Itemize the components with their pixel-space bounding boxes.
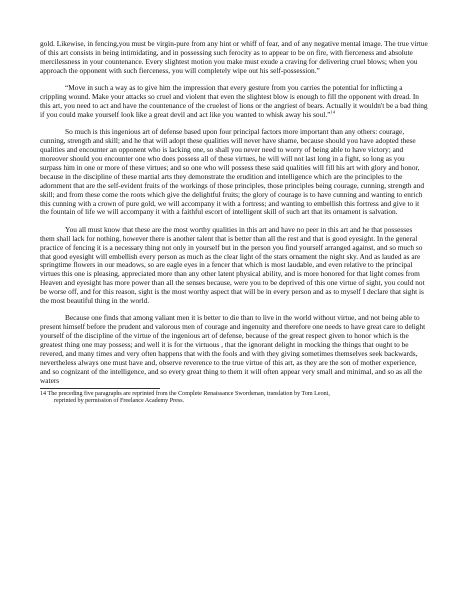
document-page: [40, 40, 428, 406]
paragraph-5: [40, 314, 428, 385]
paragraph-1-text: gold. Likewise, in fencing,you must be virgin-pure from any hint or whiff of fear, and of any negative mental image. The true virtue of this art consists in being intimidating, and in possessing such ferocity as to appear to be on fire, with fierceness and absolute mercilessness in your countenance. Every slightest motion you make must exude a craving for delivering cruel blows; when you approach the opponent with such fierceness, you will completely wipe out his self-possession.”: [40, 39, 428, 75]
paragraph-4-text: You all must know that these are the most worthy qualities in this art and have no peer in this art and he that possesses them shall lack for nothing, however there is another talent that is better than all the rest and that is good eyesight. In the general practice of fencing it is a necessary thing not only in yourself but in the person you find yourself arranged against, and so much so that good eyesight will embellish every person as much as the clear light of the stars ornament the night sky. And as lauded as are springtime flowers in our meadows, so are eagle eyes in a fencer that which is most laudable, and even relative to the principal virtues this one is pleasing, appreciated more than any other latent physical ability, and is more honored for that light comes from Heaven and eyesight has more power than all the senses because, were you to be deprived of this one virtue of sight, you could not be worse off, and for this reason, sight is the most worthy aspect that will be in every person and as to myself I declare that sight is the most beautiful thing in the world.: [40, 224, 425, 306]
paragraph-4: [40, 226, 428, 306]
paragraph-5-text: Because one finds that among valiant men it is better to die than to live in the world without virtue, and not being able to present himself before the prudent and valorous men of courage and ingenuity and therefore one needs to have great care to delight yourself of the discipline of the virtue of the ingenious art of defense, because of the great respect given to honor which is the greatest thing one may possess; and well it is for the virtuous , that the ignorant delight in mocking the things that ought to be revered, and many times and very often happens that with the fools and with they giving sometimes themselves seek backwards, nevertheless always one must have and, observe reverence to the true virtue of this art, as they are the son of mother experience, and so cognizant of the intelligence, and so every great thing to them it will often appear very small and minimal, and so as all the waters: [40, 313, 426, 385]
paragraph-2-text: “Move in such a way as to give him the impression that every gesture from you carries the potential for inflicting a crippling wound. Make your attacks so cruel and violent that even the slightest blow is enough to fill the opponent with dread. In this art, you need to act and have the countenance of the cruelest of lions or the angriest of bears. Actually it wouldn't be a bad thing if you could make yourself look like a great devil and act like you wanted to whisk away his soul.”: [40, 83, 428, 119]
paragraph-2: [40, 84, 428, 120]
footnote-line-1: 14 The preceding five paragraphs are reprinted from the Complete Renaissance Swordsman, translation by Tom Leoni,: [40, 390, 330, 397]
paragraph-1: [40, 40, 428, 76]
paragraph-3-text: So much is this ingenious art of defense based upon four principal factors more important than any others: courage, cunning, strength and skill; and he that will adopt these qualities will never have shame, because should you have adopted these qualities and encounter an opponent who is lacking one, so shall you never need to worry of being able to have victory; and moreover should you encounter one who does possess all of these virtues, he will will not last long in a fight, so long as you surpass him in one or more of these virtues; and so one who will possess these said qualities will fill his art with glory and honor, because in the discipline of these martial arts they demonstrate the erudition and intelligence which are the principles to the adornment that are the self-evident fruits of the workings of those principles, those principles being courage, cunning, strength and skill; and from these come the roots which give the delightful fruits; the glory of courage is to have cunning and wanting to enrich this cunning with a crown of pure gold, we will accompany it with a fortress; and wanting to embellish this fortress and give to it the fountain of life we will accompany it with a faithful escort of intelligent skill of such art that its ornament is salvation.: [40, 127, 425, 217]
footnote-line-2: reprinted by permission of Freelance Academy Press.: [54, 398, 185, 405]
footnote-reference[interactable]: 14: [330, 109, 336, 115]
paragraph-3: [40, 128, 428, 217]
footnote-divider: [40, 388, 160, 389]
footnote: [40, 391, 428, 406]
